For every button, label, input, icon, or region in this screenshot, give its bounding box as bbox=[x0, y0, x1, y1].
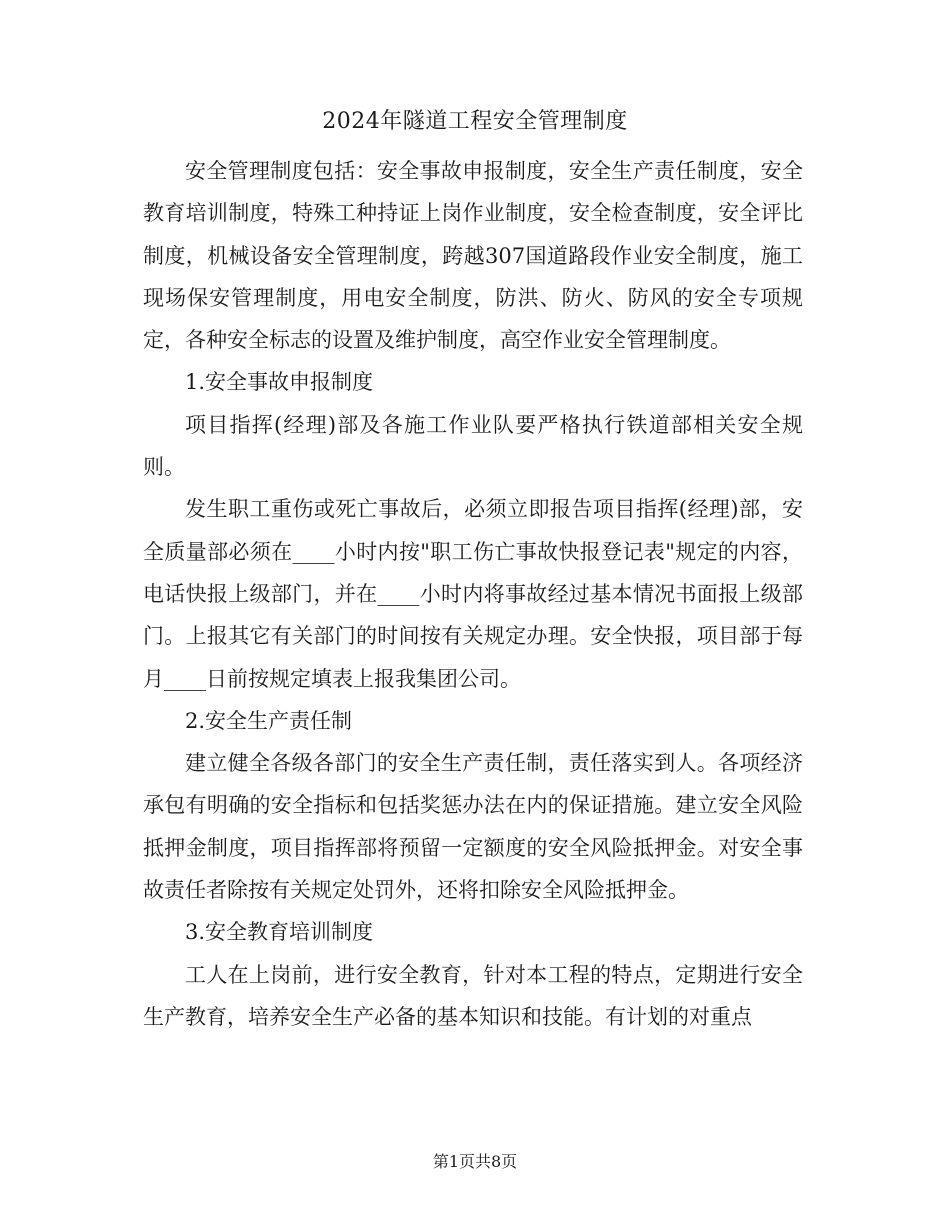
section-heading-accident-report: 1.安全事故申报制度 bbox=[185, 370, 374, 395]
paragraph-accident-procedure: 发生职工重伤或死亡事故后，必须立即报告项目指挥(经理)部，安全质量部必须在____小时内按"职工伤亡事故快报登记表"规定的内容，电话快报上级部门，并在____小时内将事故经过基本情况书面报上级部门。上报其它有关部门的时间按有关规定办理。安全快报，项目部于每月____日前按规定填表上报我集团公司。 bbox=[143, 497, 803, 691]
paragraph-accident-rules: 项目指挥(经理)部及各施工作业队要严格执行铁道部相关安全规则。 bbox=[143, 412, 803, 480]
section-heading-responsibility: 2.安全生产责任制 bbox=[185, 708, 353, 733]
paragraph-responsibility: 建立健全各级各部门的安全生产责任制，责任落实到人。各项经济承包有明确的安全指标和包括奖惩办法在内的保证措施。建立安全风险抵押金制度，项目指挥部将预留一定额度的安全风险抵押金。对安全事故责任者除按有关规定处罚外，还将扣除安全风险抵押金。 bbox=[143, 751, 803, 903]
page-number-footer: 第1页共8页 bbox=[432, 1152, 518, 1171]
document-title: 2024年隧道工程安全管理制度 bbox=[322, 109, 628, 134]
section-heading-training: 3.安全教育培训制度 bbox=[185, 920, 374, 945]
document-body bbox=[143, 150, 803, 1038]
paragraph-training: 工人在上岗前，进行安全教育，针对本工程的特点，定期进行安全生产教育，培养安全生产必备的基本知识和技能。有计划的对重点 bbox=[143, 962, 803, 1029]
paragraph-intro: 安全管理制度包括：安全事故申报制度，安全生产责任制度，安全教育培训制度，特殊工种持证上岗作业制度，安全检查制度，安全评比制度，机械设备安全管理制度，跨越307国道路段作业安全制度，施工现场保安管理制度，用电安全制度，防洪、防火、防风的安全专项规定，各种安全标志的设置及维护制度，高空作业安全管理制度。 bbox=[143, 159, 803, 353]
